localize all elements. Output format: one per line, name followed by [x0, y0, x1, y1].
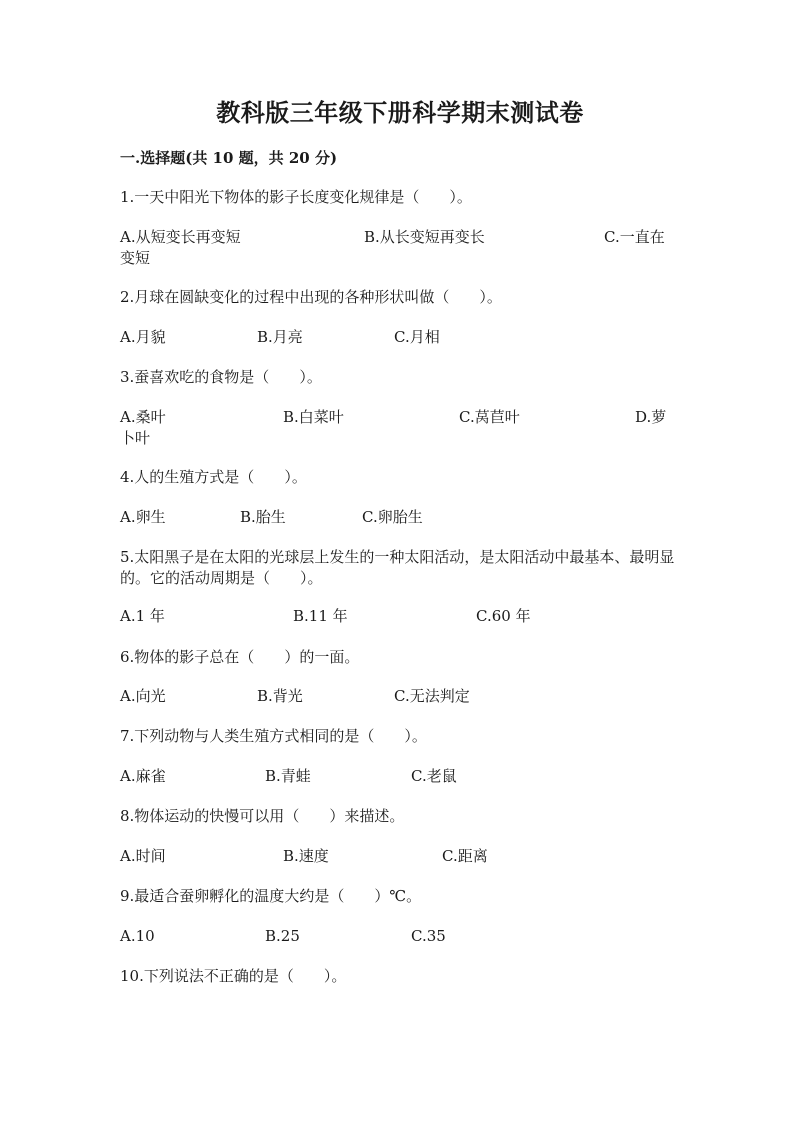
- option-b: B.胎生: [240, 508, 286, 526]
- section-heading: 一.选择题(共 10 题，共 20 分): [120, 149, 338, 167]
- question-9: 9.最适合蚕卵孵化的温度大约是（ ）℃。: [120, 887, 422, 905]
- option-c: C.月相: [394, 328, 440, 346]
- option-d-continued: 卜叶: [120, 429, 151, 447]
- question-4: 4.人的生殖方式是（ ）。: [120, 468, 307, 486]
- option-b: B.速度: [283, 847, 329, 865]
- option-c: C.35: [411, 927, 446, 945]
- option-b: B.月亮: [257, 328, 303, 346]
- question-5: 5.太阳黑子是在太阳的光球层上发生的一种太阳活动，是太阳活动中最基本、最明显的。它的活动周期是（ ）。: [120, 548, 675, 587]
- question-7: 7.下列动物与人类生殖方式相同的是（ ）。: [120, 727, 427, 745]
- option-a: A.时间: [120, 847, 166, 865]
- document-title: 教科版三年级下册科学期末测试卷: [216, 98, 584, 127]
- option-b: B.白菜叶: [283, 408, 344, 426]
- option-c: C.卵胎生: [362, 508, 423, 526]
- option-b: B.青蛙: [265, 767, 311, 785]
- question-2: 2.月球在圆缺变化的过程中出现的各种形状叫做（ ）。: [120, 288, 502, 306]
- question-6-options: [120, 686, 680, 707]
- question-4-options: [120, 507, 680, 528]
- option-c: C.60 年: [476, 607, 531, 625]
- option-c: C.老鼠: [411, 767, 457, 785]
- option-a: A.卵生: [120, 508, 166, 526]
- question-8-options: [120, 846, 680, 867]
- option-a: A.向光: [120, 687, 166, 705]
- option-c: C.莴苣叶: [459, 408, 520, 426]
- option-b: B.25: [265, 927, 300, 945]
- option-b: B.从长变短再变长: [364, 228, 485, 246]
- question-2-options: [120, 327, 680, 348]
- question-8: 8.物体运动的快慢可以用（ ）来描述。: [120, 807, 405, 825]
- question-1: 1.一天中阳光下物体的影子长度变化规律是（ ）。: [120, 188, 472, 206]
- question-5-options: [120, 606, 680, 627]
- option-c-continued: 变短: [120, 249, 151, 267]
- option-a: A.1 年: [120, 607, 165, 625]
- question-10: 10.下列说法不正确的是（ ）。: [120, 967, 347, 985]
- option-a: A.从短变长再变短: [120, 228, 241, 246]
- question-9-options: [120, 926, 680, 947]
- question-7-options: [120, 766, 680, 787]
- option-a: A.10: [120, 927, 155, 945]
- question-1-options: [120, 227, 680, 248]
- option-b: B.11 年: [293, 607, 348, 625]
- question-3-options: [120, 407, 680, 428]
- option-a: A.麻雀: [120, 767, 166, 785]
- option-d: D.萝: [635, 408, 667, 426]
- option-b: B.背光: [257, 687, 303, 705]
- option-c: C.一直在: [604, 228, 665, 246]
- question-6: 6.物体的影子总在（ ）的一面。: [120, 648, 360, 666]
- question-3: 3.蚕喜欢吃的食物是（ ）。: [120, 368, 322, 386]
- option-c: C.无法判定: [394, 687, 470, 705]
- option-a: A.月貌: [120, 328, 166, 346]
- option-a: A.桑叶: [120, 408, 166, 426]
- option-c: C.距离: [442, 847, 488, 865]
